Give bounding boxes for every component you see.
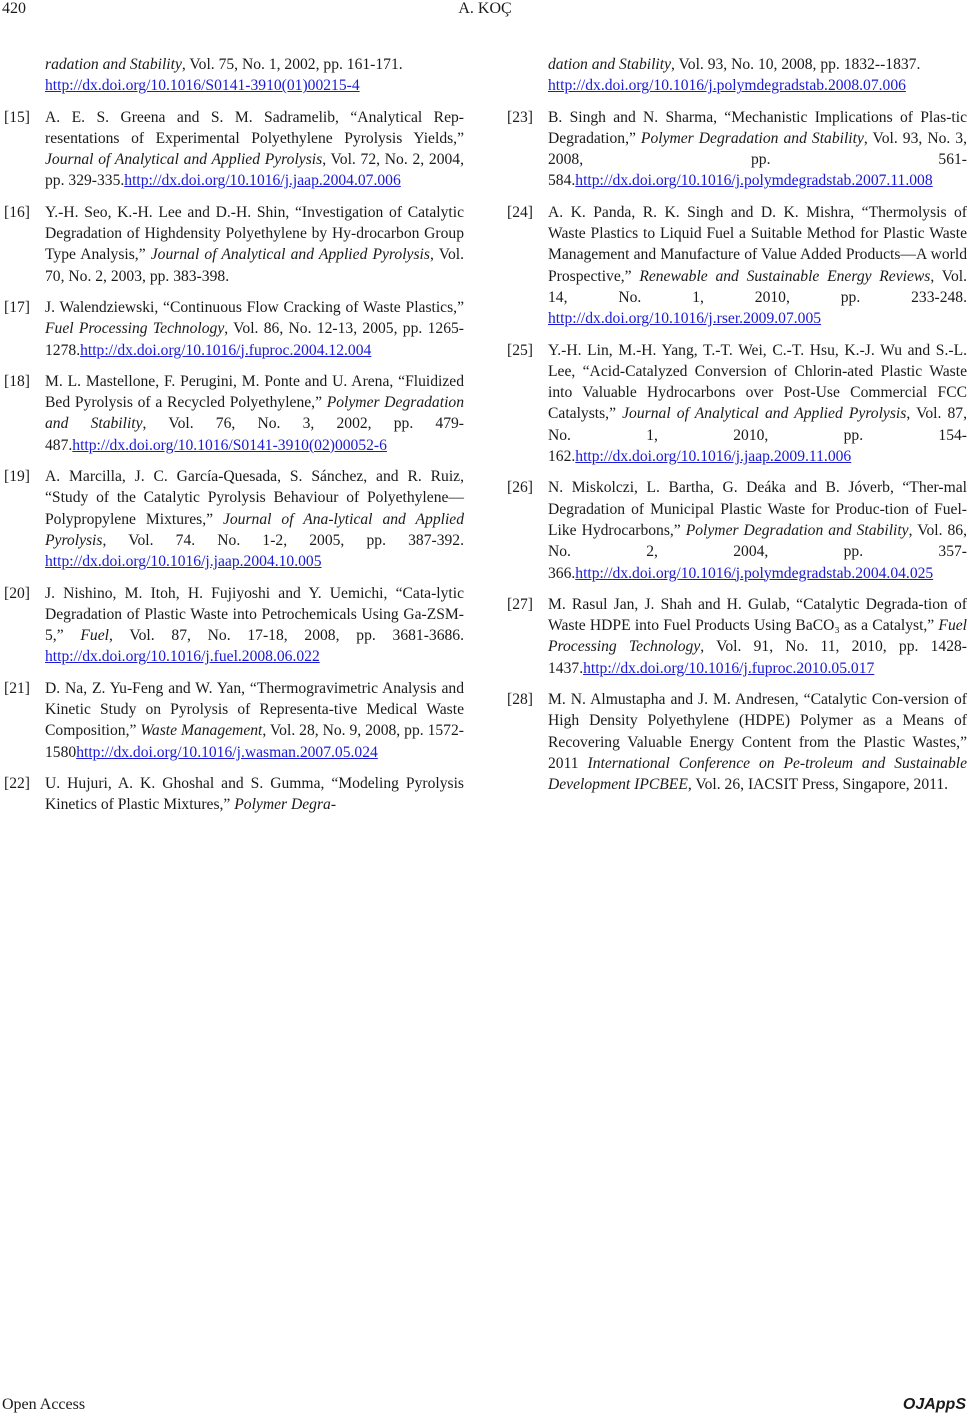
reference-journal: Waste Management xyxy=(140,722,263,740)
reference-details: , Vol. 86, No. 2, 2004, pp. 357-366. xyxy=(548,521,967,582)
reference-item xyxy=(4,107,464,192)
reference-journal: International Conference on Pe-troleum and Sustainable Development IPCBEE xyxy=(548,754,967,794)
reference-details: , Vol. 86, No. 12-13, 2005, pp. 1265-1278. xyxy=(45,320,464,359)
reference-journal: Renewable and Sustainable Energy Reviews xyxy=(639,267,931,285)
reference-details: , Vol. 76, No. 3, 2002, pp. 479-487. xyxy=(45,415,464,454)
reference-journal: Fuel xyxy=(80,627,109,645)
reference-number: [28] xyxy=(507,691,533,709)
reference-journal: Polymer Degradation and Stability xyxy=(685,521,909,539)
reference-authors-title: M. Rasul Jan, J. Shah and H. Gulab, “Catalytic Degrada-tion of Waste HDPE into Fuel Products Using BaCO₃ as a Catalyst,” xyxy=(548,595,967,635)
reference-number: [24] xyxy=(507,203,533,221)
reference-authors-title: U. Hujuri, A. K. Ghoshal and S. Gumma, “Modeling Pyrolysis Kinetics of Plastic Mixtures,” xyxy=(45,774,464,814)
reference-number: [23] xyxy=(507,108,533,126)
reference-item xyxy=(4,466,464,572)
continued-reference xyxy=(507,54,967,97)
reference-details: , Vol. 74. No. 1-2, 2005, pp. 387-392. xyxy=(102,531,464,549)
reference-details: , Vol. 91, No. 11, 2010, pp. 1428-1437. xyxy=(548,638,967,677)
reference-item xyxy=(507,107,967,192)
reference-authors-title: D. Na, Z. Yu-Feng and W. Yan, “Thermogravimetric Analysis and Kinetic Study on Pyrolysis of Representa-tive Medical Waste Composition,” xyxy=(45,679,464,740)
reference-journal: Journal of Ana-lytical and Applied Pyrolysis xyxy=(45,510,464,549)
reference-details: , Vol. 14, No. 1, 2010, pp. 233-248. xyxy=(548,267,967,306)
reference-doi-link[interactable]: http://dx.doi.org/10.1016/j.fuel.2008.06.022 xyxy=(45,648,320,666)
reference-column-left xyxy=(4,54,464,826)
reference-doi-link[interactable]: http://dx.doi.org/10.1016/j.polymdegradstab.2007.11.008 xyxy=(575,172,933,190)
reference-details: , Vol. 93, No. 3, 2008, pp. 561-584. xyxy=(548,129,967,190)
continued-reference xyxy=(4,54,464,97)
reference-doi-link[interactable]: http://dx.doi.org/10.1016/j.wasman.2007.05.024 xyxy=(76,743,378,761)
reference-journal: Polymer Degradation and Stability xyxy=(45,394,464,433)
reference-doi-link[interactable]: http://dx.doi.org/10.1016/S0141-3910(02)00052-6 xyxy=(72,436,387,454)
footer-open-access: Open Access xyxy=(2,1396,86,1413)
reference-item xyxy=(4,773,464,816)
reference-number: [16] xyxy=(4,203,30,221)
reference-details: , Vol. 26, IACSIT Press, Singapore, 2011. xyxy=(687,776,949,794)
reference-authors-title: A. Marcilla, J. C. García-Quesada, S. Sánchez, and R. Ruiz, “Study of the Catalytic Pyrolysis Behaviour of Polyethylene—Polypropylene Mixtures,” xyxy=(45,468,464,528)
reference-journal: Fuel Processing Technology xyxy=(45,320,225,338)
footer-journal-abbrev: OJAppS xyxy=(902,1396,966,1413)
reference-doi-link[interactable]: http://dx.doi.org/10.1016/j.polymdegradstab.2008.07.006 xyxy=(548,77,906,95)
reference-number: [17] xyxy=(4,298,30,316)
reference-details: , Vol. 75, No. 1, 2002, pp. 161-171. xyxy=(181,56,403,73)
reference-authors-title: M. N. Almustapha and J. M. Andresen, “Catalytic Con-version of High Density Polyethylene (HDPE) Polymer as a Means of Recovering Valuable Energy Content from the Plastic Wastes,” 2011 xyxy=(548,691,967,772)
reference-text xyxy=(45,466,464,572)
reference-item xyxy=(507,340,967,468)
reference-authors-title: Y.-H. Seo, K.-H. Lee and D.-H. Shin, “Investigation of Catalytic Degradation of Highdensity Polyethylene by Hy-drocarbon Group Type Analysis,” xyxy=(45,203,464,264)
reference-number: [19] xyxy=(4,468,30,486)
running-title: A. KOÇ xyxy=(458,0,512,17)
reference-number: [21] xyxy=(4,679,30,697)
reference-number: [15] xyxy=(4,108,30,126)
reference-item xyxy=(507,594,967,679)
reference-details: , Vol. 70, No. 2, 2003, pp. 383-398. xyxy=(45,246,464,285)
reference-text xyxy=(548,202,967,330)
reference-text xyxy=(548,689,967,795)
reference-text xyxy=(45,297,464,361)
reference-number: [20] xyxy=(4,584,30,602)
reference-item xyxy=(4,297,464,361)
reference-details: , Vol. 93, No. 10, 2008, pp. 1832--1837. xyxy=(671,56,921,73)
reference-item xyxy=(507,202,967,330)
reference-doi-link[interactable]: http://dx.doi.org/10.1016/j.rser.2009.07.005 xyxy=(548,310,822,328)
reference-text xyxy=(548,107,967,192)
reference-journal: Journal of Analytical and Applied Pyrolysis xyxy=(622,405,907,423)
reference-text xyxy=(45,371,464,456)
reference-text xyxy=(548,340,967,468)
reference-journal: dation and Stability xyxy=(548,56,672,73)
reference-text xyxy=(45,583,464,668)
reference-column-right xyxy=(507,54,967,806)
reference-details: , Vol. 72, No. 2, 2004, pp. 329-335. xyxy=(45,151,464,190)
reference-details: , Vol. 87, No. 1, 2010, pp. 154-162. xyxy=(548,405,967,466)
reference-authors-title: Y.-H. Lin, M.-H. Yang, T.-T. Wei, C.-T. Hsu, K.-J. Wu and S.-L. Lee, “Acid-Catalyzed Conversion of Chlorin-ated Plastic Waste into Valuable Hydrocarbons over Post-Use Commercial FCC Catalysts,” xyxy=(548,341,967,423)
reference-doi-link[interactable]: http://dx.doi.org/10.1016/j.polymdegradstab.2004.04.025 xyxy=(575,564,934,582)
reference-item xyxy=(4,583,464,668)
reference-authors-title: N. Miskolczi, L. Bartha, G. Deáka and B. Jóverb, “Ther-mal Degradation of Municipal Plastic Waste for Produc-tion of Fuel-Like Hydrocarbons,” xyxy=(548,479,967,539)
reference-item xyxy=(507,689,967,795)
reference-authors-title: B. Singh and N. Sharma, “Mechanistic Implications of Plas-tic Degradation,” xyxy=(548,108,967,147)
reference-item xyxy=(4,202,464,287)
reference-item xyxy=(4,371,464,456)
reference-text xyxy=(45,678,464,763)
reference-doi-link[interactable]: http://dx.doi.org/10.1016/j.jaap.2004.10.005 xyxy=(45,553,322,571)
reference-text xyxy=(548,477,967,583)
reference-authors-title: J. Walendziewski, “Continuous Flow Cracking of Waste Plastics,” xyxy=(45,298,464,316)
reference-authors-title: A. K. Panda, R. K. Singh and D. K. Mishra, “Thermolysis of Waste Plastics to Liquid Fuel a Suitable Method for Plastic Waste Management and Manufacture of Value Added Products—A world Prospective,” xyxy=(548,203,967,285)
reference-journal: Polymer Degra- xyxy=(234,796,337,814)
reference-item xyxy=(507,477,967,583)
reference-authors-title: J. Nishino, M. Itoh, H. Fujiyoshi and Y. Uemichi, “Cata-lytic Degradation of Plastic Waste into Petrochemicals Using Ga-ZSM-5,” xyxy=(45,584,464,645)
reference-details: , Vol. 87, No. 17-18, 2008, pp. 3681-3686. xyxy=(108,627,464,645)
reference-doi-link[interactable]: http://dx.doi.org/10.1016/j.fuproc.2010.05.017 xyxy=(583,659,875,677)
page-number: 420 xyxy=(2,0,26,17)
reference-journal: Polymer Degradation and Stability xyxy=(640,129,864,147)
reference-doi-link[interactable]: http://dx.doi.org/10.1016/j.fuproc.2004.12.004 xyxy=(80,341,372,359)
reference-details: , Vol. 28, No. 9, 2008, pp. 1572-1580 xyxy=(45,722,464,761)
reference-doi-link[interactable]: http://dx.doi.org/10.1016/j.jaap.2009.11.006 xyxy=(575,448,852,466)
reference-journal: radation and Stability xyxy=(45,56,182,73)
reference-journal: Fuel Processing Technology xyxy=(548,617,967,656)
reference-number: [26] xyxy=(507,479,533,497)
reference-doi-link[interactable]: http://dx.doi.org/10.1016/S0141-3910(01)00215-4 xyxy=(45,77,360,95)
reference-number: [27] xyxy=(507,595,533,613)
reference-text xyxy=(45,107,464,192)
reference-doi-link[interactable]: http://dx.doi.org/10.1016/j.jaap.2004.07.006 xyxy=(124,172,401,190)
reference-journal: Journal of Analytical and Applied Pyrolysis xyxy=(45,151,323,169)
reference-item xyxy=(4,678,464,763)
reference-number: [18] xyxy=(4,372,30,390)
reference-number: [25] xyxy=(507,341,533,359)
reference-number: [22] xyxy=(4,774,30,792)
reference-text xyxy=(45,773,464,816)
reference-journal: Journal of Analytical and Applied Pyrolysis xyxy=(150,246,430,264)
reference-text xyxy=(548,594,967,679)
reference-text xyxy=(45,202,464,287)
reference-authors-title: M. L. Mastellone, F. Perugini, M. Ponte and U. Arena, “Fluidized Bed Pyrolysis of a Recycled Polyethylene,” xyxy=(45,372,464,412)
reference-authors-title: A. E. S. Greena and S. M. Sadramelib, “Analytical Rep-resentations of Experimental Polyethylene Pyrolysis Yields,” xyxy=(45,108,464,147)
